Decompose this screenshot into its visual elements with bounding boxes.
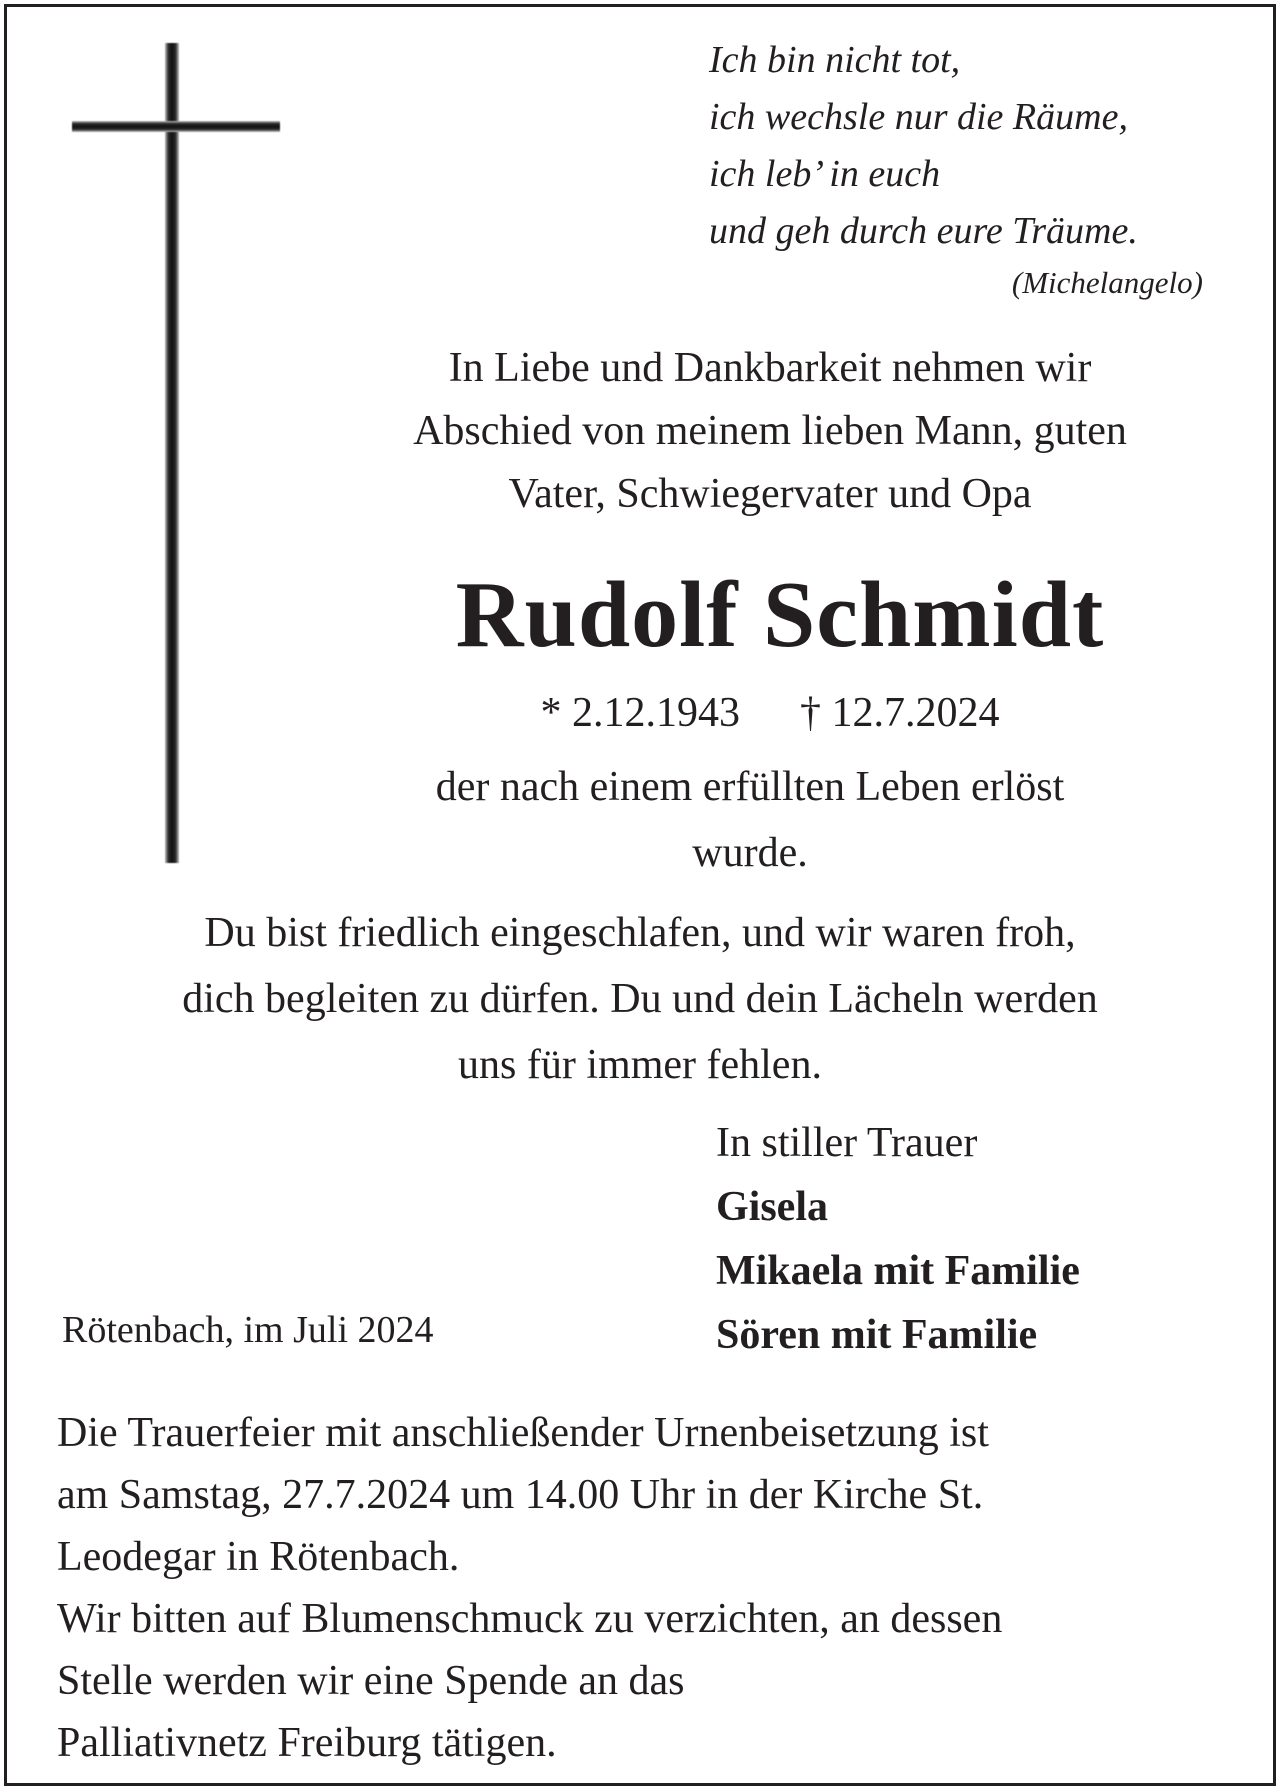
mourners-block — [716, 1111, 1080, 1367]
intro-line: Vater, Schwiegervater und Opa — [508, 471, 1032, 517]
mourner-name: Gisela — [716, 1184, 828, 1230]
ceremony-info — [57, 1402, 1257, 1774]
farewell-line: uns für immer fehlen. — [458, 1042, 822, 1088]
ceremony-line: Wir bitten auf Blumenschmuck zu verzichten, an dessen — [57, 1596, 1003, 1642]
poem-line: ich leb’ in euch — [709, 153, 941, 195]
released-line: der nach einem erfüllten Leben erlöst — [435, 764, 1065, 810]
released-line: wurde. — [692, 830, 808, 876]
mourner-name: Mikaela mit Familie — [716, 1248, 1080, 1294]
intro-line: Abschied von meinem lieben Mann, guten — [413, 408, 1127, 454]
place-and-date: Rötenbach, im Juli 2024 — [62, 1309, 434, 1351]
poem — [709, 32, 1138, 260]
farewell-line: Du bist friedlich eingeschlafen, und wir waren froh, — [204, 910, 1076, 956]
life-dates — [300, 685, 1240, 741]
mourner-name: Sören mit Familie — [716, 1312, 1038, 1358]
ceremony-line: am Samstag, 27.7.2024 um 14.00 Uhr in der Kirche St. — [57, 1472, 984, 1518]
ceremony-line: Palliativnetz Freiburg tätigen. — [57, 1720, 557, 1766]
poem-author: (Michelangelo) — [1011, 265, 1203, 300]
mourners-heading: In stiller Trauer — [716, 1120, 978, 1166]
farewell-text — [40, 900, 1240, 1098]
poem-line: ich wechsle nur die Räume, — [709, 96, 1128, 138]
cross-icon — [165, 43, 179, 863]
poem-line: und geh durch eure Träume. — [709, 210, 1138, 252]
farewell-line: dich begleiten zu dürfen. Du und dein Lächeln werden — [182, 976, 1098, 1022]
ceremony-line: Die Trauerfeier mit anschließender Urnenbeisetzung ist — [57, 1410, 989, 1456]
poem-line: Ich bin nicht tot, — [709, 39, 961, 81]
death-date: † 12.7.2024 — [800, 690, 1000, 736]
released-text — [340, 754, 1160, 886]
ceremony-line: Stelle werden wir eine Spende an das — [57, 1658, 685, 1704]
intro-line: In Liebe und Dankbarkeit nehmen wir — [448, 345, 1092, 391]
ceremony-line: Leodegar in Rötenbach. — [57, 1534, 460, 1580]
birth-date: * 2.12.1943 — [540, 690, 740, 736]
deceased-name: Rudolf Schmidt — [455, 563, 1105, 667]
cross-icon-beam — [72, 121, 280, 132]
intro-text — [300, 337, 1240, 526]
